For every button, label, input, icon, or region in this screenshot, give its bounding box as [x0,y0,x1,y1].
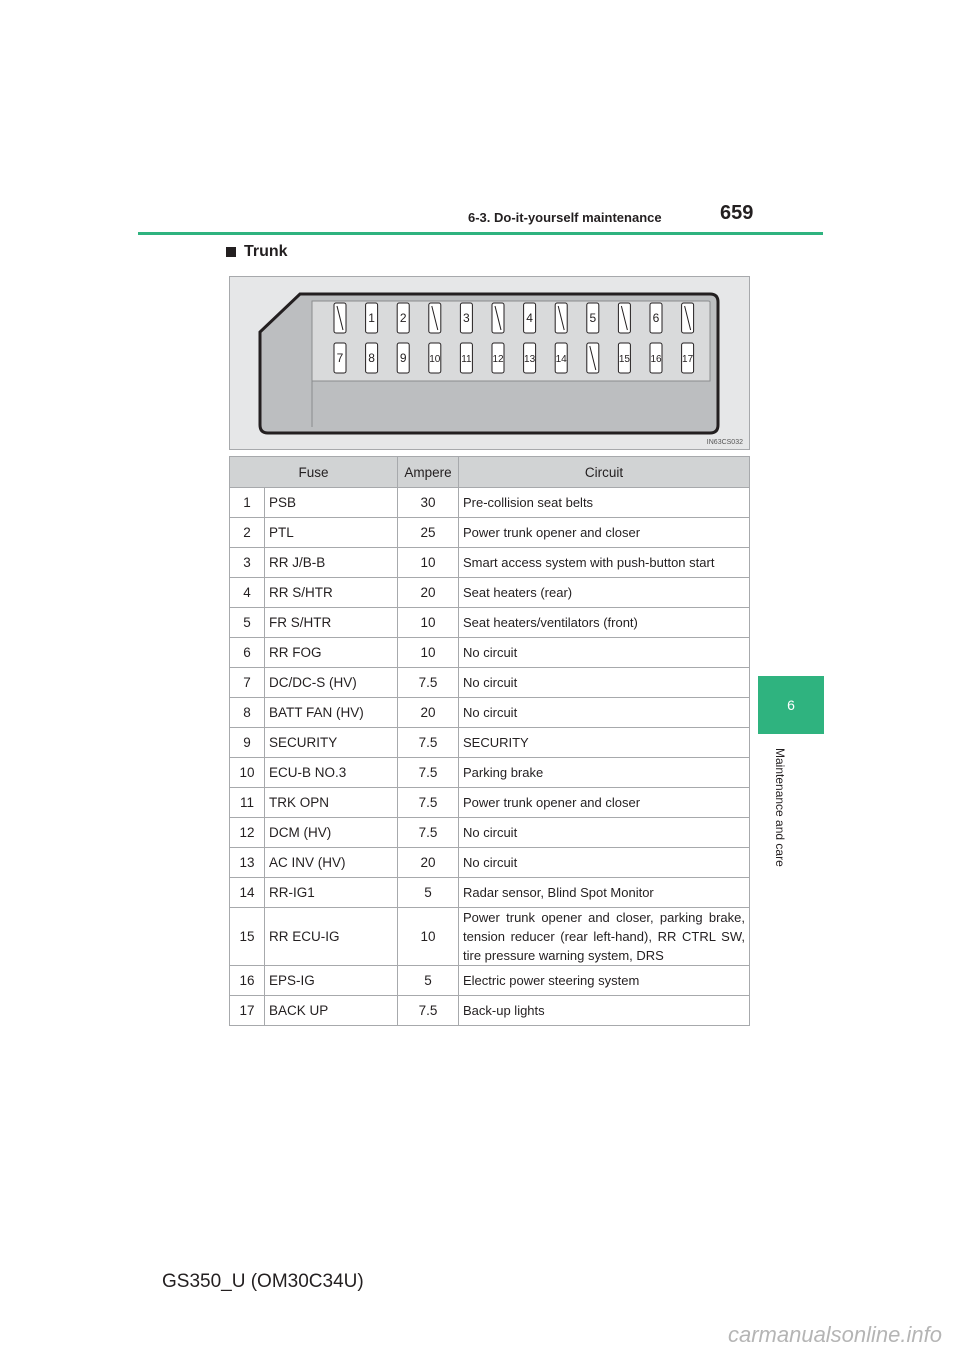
section-heading-text: Trunk [244,243,288,260]
fuse-circuit: Power trunk opener and closer [459,518,750,548]
square-bullet-icon [226,247,236,257]
header-circuit: Circuit [459,457,750,488]
fuse-name: RR-IG1 [265,878,398,908]
fuse-slot-label: 1 [368,311,375,325]
fuse-slot-label: 14 [555,354,567,365]
chapter-number: 6 [787,697,795,713]
table-row [230,638,750,668]
fuse-name: AC INV (HV) [265,848,398,878]
fuse-ampere: 7.5 [398,728,459,758]
fuse-circuit: No circuit [459,668,750,698]
fuse-name: BATT FAN (HV) [265,698,398,728]
fuse-name: PSB [265,488,398,518]
fuse-slot-label: 15 [618,354,630,365]
fuse-ampere: 10 [398,908,459,966]
fuse-number: 8 [230,698,265,728]
fuse-ampere: 5 [398,966,459,996]
fuse-number: 3 [230,548,265,578]
fuse-ampere: 10 [398,548,459,578]
fuse-number: 16 [230,966,265,996]
fuse-number: 10 [230,758,265,788]
fuse-circuit: Power trunk opener and closer, parking brake, tension reducer (rear left-hand), RR CTRL SW, tire pressure warning system, DRS [459,908,750,966]
fuse-ampere: 7.5 [398,758,459,788]
fuse-name: SECURITY [265,728,398,758]
watermark: carmanualsonline.info [727,1322,942,1347]
table-row [230,488,750,518]
fuse-slot-label: 3 [463,311,470,325]
table-row [230,578,750,608]
fuse-slot-label: 2 [399,311,407,325]
fuse-name: FR S/HTR [265,608,398,638]
fuse-circuit: Pre-collision seat belts [459,488,750,518]
fuse-number: 12 [230,818,265,848]
fuse-ampere: 7.5 [398,788,459,818]
fuse-circuit: No circuit [459,848,750,878]
page-number: 659 [720,202,754,224]
table-row [230,608,750,638]
fuse-slot-label: 4 [526,311,533,325]
fuse-slot-label: 10 [429,354,441,365]
fuse-slot-label: 16 [650,354,662,365]
chapter-tab [758,676,824,734]
fuse-number: 4 [230,578,265,608]
fuse-slot-label: 13 [524,354,536,365]
fuse-ampere: 30 [398,488,459,518]
table-row [230,848,750,878]
fuse-circuit: No circuit [459,698,750,728]
fuse-name: DCM (HV) [265,818,398,848]
fuse-slot-label: 17 [682,354,694,365]
fuse-box-diagram [230,277,749,449]
table-row [230,966,750,996]
fuse-number: 7 [230,668,265,698]
chapter-label [771,748,793,888]
table-row [230,908,750,966]
fuse-number: 5 [230,608,265,638]
table-row [230,668,750,698]
fuse-ampere: 20 [398,578,459,608]
fuse-name: RR J/B-B [265,548,398,578]
fuse-circuit: No circuit [459,818,750,848]
fuse-circuit: Smart access system with push-button start [459,548,750,578]
table-row [230,818,750,848]
fuse-circuit: SECURITY [459,728,750,758]
fuse-circuit: Radar sensor, Blind Spot Monitor [459,878,750,908]
table-header-row [230,457,750,488]
table-row [230,758,750,788]
fuse-slot-label: 8 [368,351,375,365]
fuse-circuit: Seat heaters/ventilators (front) [459,608,750,638]
fuse-table [229,456,750,1026]
fuse-ampere: 10 [398,608,459,638]
fuse-slot-label: 6 [652,311,660,325]
fuse-number: 1 [230,488,265,518]
fuse-ampere: 7.5 [398,818,459,848]
table-row [230,788,750,818]
header-rule [138,232,823,235]
fuse-circuit: Seat heaters (rear) [459,578,750,608]
fuse-slot-label: 9 [399,351,407,365]
table-row [230,698,750,728]
fuse-ampere: 5 [398,878,459,908]
table-row [230,996,750,1026]
header-fuse: Fuse [230,457,398,488]
fuse-slot-label: 5 [589,311,597,325]
fuse-number: 14 [230,878,265,908]
table-row [230,878,750,908]
fuse-name: RR FOG [265,638,398,668]
fuse-name: DC/DC-S (HV) [265,668,398,698]
fuse-number: 2 [230,518,265,548]
fuse-number: 13 [230,848,265,878]
fuse-number: 11 [230,788,265,818]
fuse-number: 15 [230,908,265,966]
fuse-name: BACK UP [265,996,398,1026]
fuse-slot-label: 11 [461,354,472,365]
fuse-circuit: No circuit [459,638,750,668]
table-row [230,518,750,548]
fuse-ampere: 25 [398,518,459,548]
fuse-box-figure [229,276,750,450]
fuse-ampere: 10 [398,638,459,668]
fuse-name: ECU-B NO.3 [265,758,398,788]
fuse-circuit: Power trunk opener and closer [459,788,750,818]
fuse-circuit: Back-up lights [459,996,750,1026]
fuse-name: RR S/HTR [265,578,398,608]
header-ampere: Ampere [398,457,459,488]
fuse-ampere: 20 [398,848,459,878]
fuse-slot-label: 7 [336,351,344,365]
fuse-circuit: Electric power steering system [459,966,750,996]
fuse-name: RR ECU-IG [265,908,398,966]
fuse-circuit: Parking brake [459,758,750,788]
fuse-ampere: 7.5 [398,996,459,1026]
chapter-label-text: Maintenance and care [773,748,787,867]
section-title: 6-3. Do-it-yourself maintenance [468,210,662,225]
fuse-number: 17 [230,996,265,1026]
table-row [230,728,750,758]
fuse-number: 6 [230,638,265,668]
fuse-ampere: 7.5 [398,668,459,698]
table-row [230,548,750,578]
fuse-ampere: 20 [398,698,459,728]
fuse-name: TRK OPN [265,788,398,818]
fuse-number: 9 [230,728,265,758]
section-heading [226,243,288,261]
fuse-name: PTL [265,518,398,548]
figure-code: IN63CS032 [706,439,743,446]
model-code: GS350_U (OM30C34U) [162,1271,364,1292]
fuse-slot-label: 12 [492,354,504,365]
fuse-name: EPS-IG [265,966,398,996]
